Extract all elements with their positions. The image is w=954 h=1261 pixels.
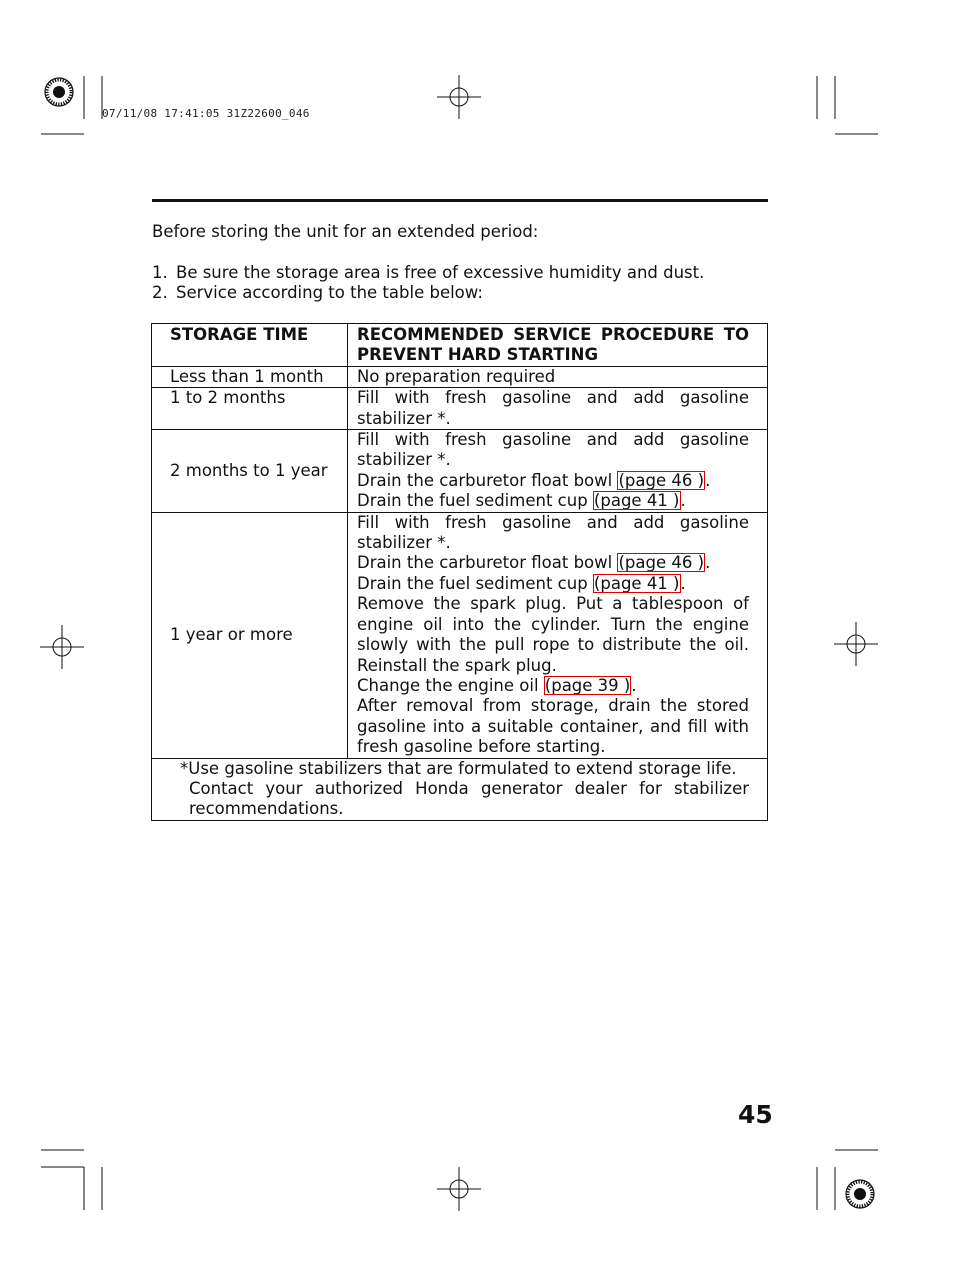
procedure-cell: Fill with fresh gasoline and add gasoline stabilizer *. Drain the carburetor float bowl (page 46 ). Drain the fuel sediment cup (page 41 ).	[348, 430, 768, 513]
crosshair-top	[437, 75, 481, 119]
step-item: 2. Service according to the table below:	[152, 283, 483, 303]
crosshair-bottom	[437, 1167, 481, 1211]
storage-time-cell: 2 months to 1 year	[152, 430, 348, 513]
procedure-cell: Fill with fresh gasoline and add gasoline stabilizer *. Drain the carburetor float bowl (page 46 ). Drain the fuel sediment cup (page 41 ). Remove the spark plug. Put a tablespoon of engine oil into the cylinder. Turn the engine slowly with the pull rope to distribute the oil. Reinstall the spark plug. Change the engine oil (page 39 ). After removal from storage, drain the stored gasoline into a suitable container, and fill with fresh gasoline before starting.	[348, 512, 768, 758]
starburst-icon-bottom-right	[846, 1180, 874, 1208]
header-procedure: RECOMMENDED SERVICE PROCEDURE TO PREVENT HARD STARTING	[348, 324, 768, 367]
starburst-icon-top-left	[45, 78, 73, 106]
intro-section	[152, 222, 768, 304]
print-stamp: 07/11/08 17:41:05 31Z22600_046	[102, 107, 310, 120]
crosshair-left	[40, 625, 84, 669]
table-note-row	[152, 758, 768, 820]
page-46-link[interactable]: (page 46 )	[618, 470, 705, 490]
table-row	[152, 366, 768, 387]
page-39-link[interactable]: (page 39 )	[544, 675, 631, 695]
crosshair-right	[834, 622, 878, 666]
storage-service-table	[151, 323, 768, 821]
storage-time-cell: Less than 1 month	[152, 366, 348, 387]
page-41-link[interactable]: (page 41 )	[593, 491, 680, 511]
header-storage-time: STORAGE TIME	[152, 324, 348, 367]
page-number: 45	[738, 1100, 773, 1129]
table-row	[152, 430, 768, 513]
table-header-row	[152, 324, 768, 367]
page-41-link[interactable]: (page 41 )	[593, 573, 680, 593]
page-46-link[interactable]: (page 46 )	[618, 553, 705, 573]
storage-time-cell: 1 year or more	[152, 512, 348, 758]
table-row	[152, 388, 768, 430]
procedure-cell: No preparation required	[348, 366, 768, 387]
table-row	[152, 512, 768, 758]
procedure-cell: Fill with fresh gasoline and add gasoline stabilizer *.	[348, 388, 768, 430]
step-item: 1. Be sure the storage area is free of excessive humidity and dust.	[152, 262, 705, 282]
intro-lead: Before storing the unit for an extended period:	[152, 222, 539, 241]
top-rule	[152, 199, 768, 202]
stabilizer-note: *Use gasoline stabilizers that are formulated to extend storage life. Contact your authorized Honda generator dealer for stabilizer recommendations.	[152, 758, 768, 820]
storage-time-cell: 1 to 2 months	[152, 388, 348, 430]
